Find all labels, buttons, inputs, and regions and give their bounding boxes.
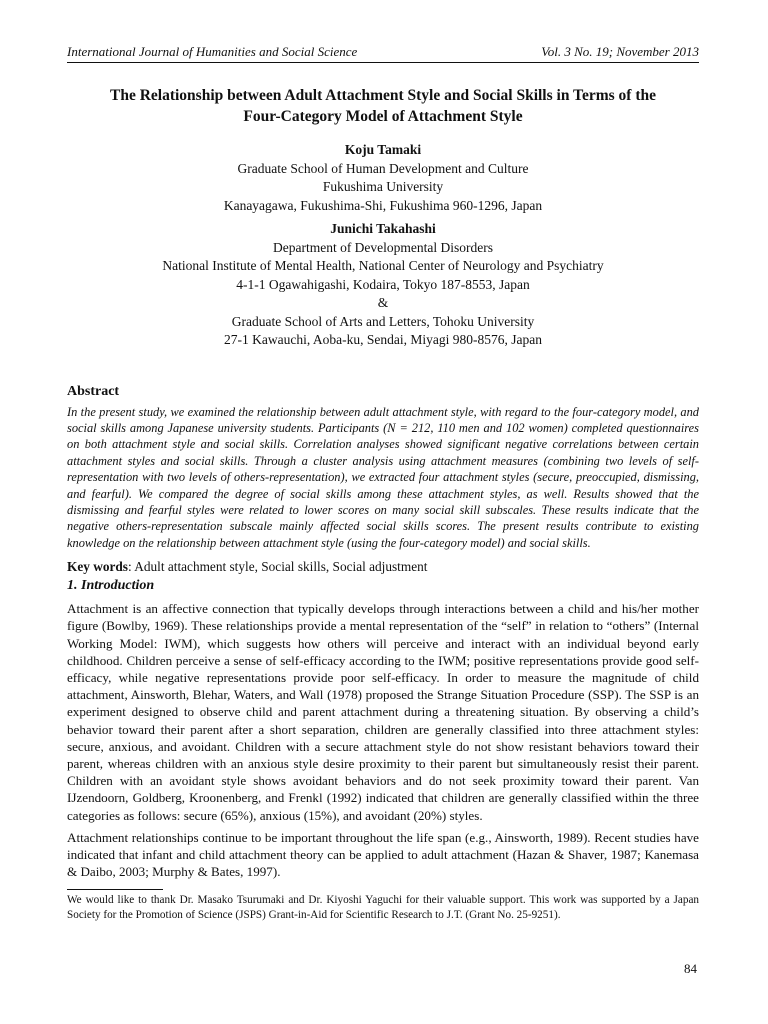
page-number: 84 (684, 961, 697, 976)
keywords (67, 559, 699, 575)
footnote: We would like to thank Dr. Masako Tsurumaki and Dr. Kiyoshi Yaguchi for their valuable support. This work was supported by a Japan Society for the Promotion of Science (JSPS) Grant-in-Aid for Scientific Research to J.T. (Grant No. 25-9251). (67, 894, 699, 922)
affiliation-line: National Institute of Mental Health, National Center of Neurology and Psychiatry (162, 258, 604, 273)
paper-title (67, 85, 699, 127)
introduction-heading: 1. Introduction (67, 578, 155, 594)
title-line-2: Four-Category Model of Attachment Style (243, 108, 523, 125)
footnote-rule (67, 889, 163, 890)
author-name: Koju Tamaki (344, 142, 422, 157)
author-block-1 (67, 141, 699, 215)
affiliation-line: & (377, 295, 389, 310)
running-header (67, 44, 699, 63)
affiliation-line: 4-1-1 Ogawahigashi, Kodaira, Tokyo 187-8553, Japan (236, 276, 530, 292)
author-block-2 (67, 220, 699, 350)
affiliation-line: 27-1 Kawauchi, Aoba-ku, Sendai, Miyagi 980-8576, Japan (224, 332, 542, 347)
keywords-text: : Adult attachment style, Social skills, Social adjustment (127, 559, 428, 575)
abstract-heading: Abstract (67, 383, 120, 399)
paper-page (67, 44, 699, 923)
title-line-1: The Relationship between Adult Attachment Style and Social Skills in Terms of the (109, 87, 656, 104)
affiliation-line: Graduate School of Human Development and Culture (237, 160, 529, 176)
affiliation-line: Department of Developmental Disorders (272, 239, 494, 255)
journal-name: International Journal of Humanities and Social Science (67, 44, 358, 59)
affiliation-line: Fukushima University (322, 179, 444, 194)
affiliation-line: Kanayagawa, Fukushima-Shi, Fukushima 960-1296, Japan (223, 197, 543, 213)
affiliation-line: Graduate School of Arts and Letters, Tohoku University (231, 313, 535, 329)
keywords-label: Key words (67, 559, 128, 575)
author-name: Junichi Takahashi (330, 221, 436, 236)
abstract-text: In the present study, we examined the relationship between adult attachment style, with regard to the four-category model, and social skills among Japanese university students. Participants (N = 212, 110 men and 102 women) completed questionnaires on both attachment style and social skills. Correlation analyses showed significant negative correlations between certain attachment styles and social skills. Through a cluster analysis using attachment measures (combining two levels of self-representation with two levels of others-representation), we extracted four attachment styles (secure, preoccupied, dismissing, and fearful). We compared the degree of social skills among these attachment styles, as well. Results showed that the dismissing and fearful styles were related to lower scores on many social skill subscales. These results indicate that the negative others-representation subscale mainly affected social skills scores. The present results contribute to existing knowledge on the relationship between attachment style (using the four-category model) and social skills. (67, 404, 699, 550)
body-paragraph: Attachment relationships continue to be important throughout the life span (e.g., Ainsworth, 1989). Recent studies have indicated that infant and child attachment theory can be applied to adult attachment (Hazan & Shaver, 1987; Kanemasa & Daibo, 2003; Murphy & Bates, 1997). (67, 829, 699, 880)
body-paragraph: Attachment is an affective connection that typically develops through interactions between a child and his/her mother figure (Bowlby, 1969). These relationships provide a mental representation of the “self” in relation to “others” (Internal Working Model: IWM), which suggests how others will perceive and interact with an individual beyond early childhood. Children perceive a sense of self-efficacy according to the IWM; positive representations provide good self-efficacy, while negative representations provide poor self-efficacy. In order to measure the magnitude of child attachment, Ainsworth, Blehar, Waters, and Wall (1978) proposed the Strange Situation Procedure (SSP). The SSP is an experiment designed to observe child and parent attachment during a threatening situation. By observing a child’s behavior toward their parent after a short separation, children are generally classified into three attachment styles: secure, anxious, and avoidant. Children with a secure attachment style do not show resistant behaviors toward their parent, whereas children with an anxious style desire proximity to their parent but simultaneously resist their parent. Children with an avoidant style shows avoidant behaviors and do not seek proximity toward their parent. Van IJzendoorn, Goldberg, Kroonenberg, and Frenkl (1992) indicated that children are generally classified within the three categories as follows: secure (65%), anxious (15%), and avoidant (20%) styles. (67, 601, 699, 823)
issue-info: Vol. 3 No. 19; November 2013 (541, 44, 699, 59)
